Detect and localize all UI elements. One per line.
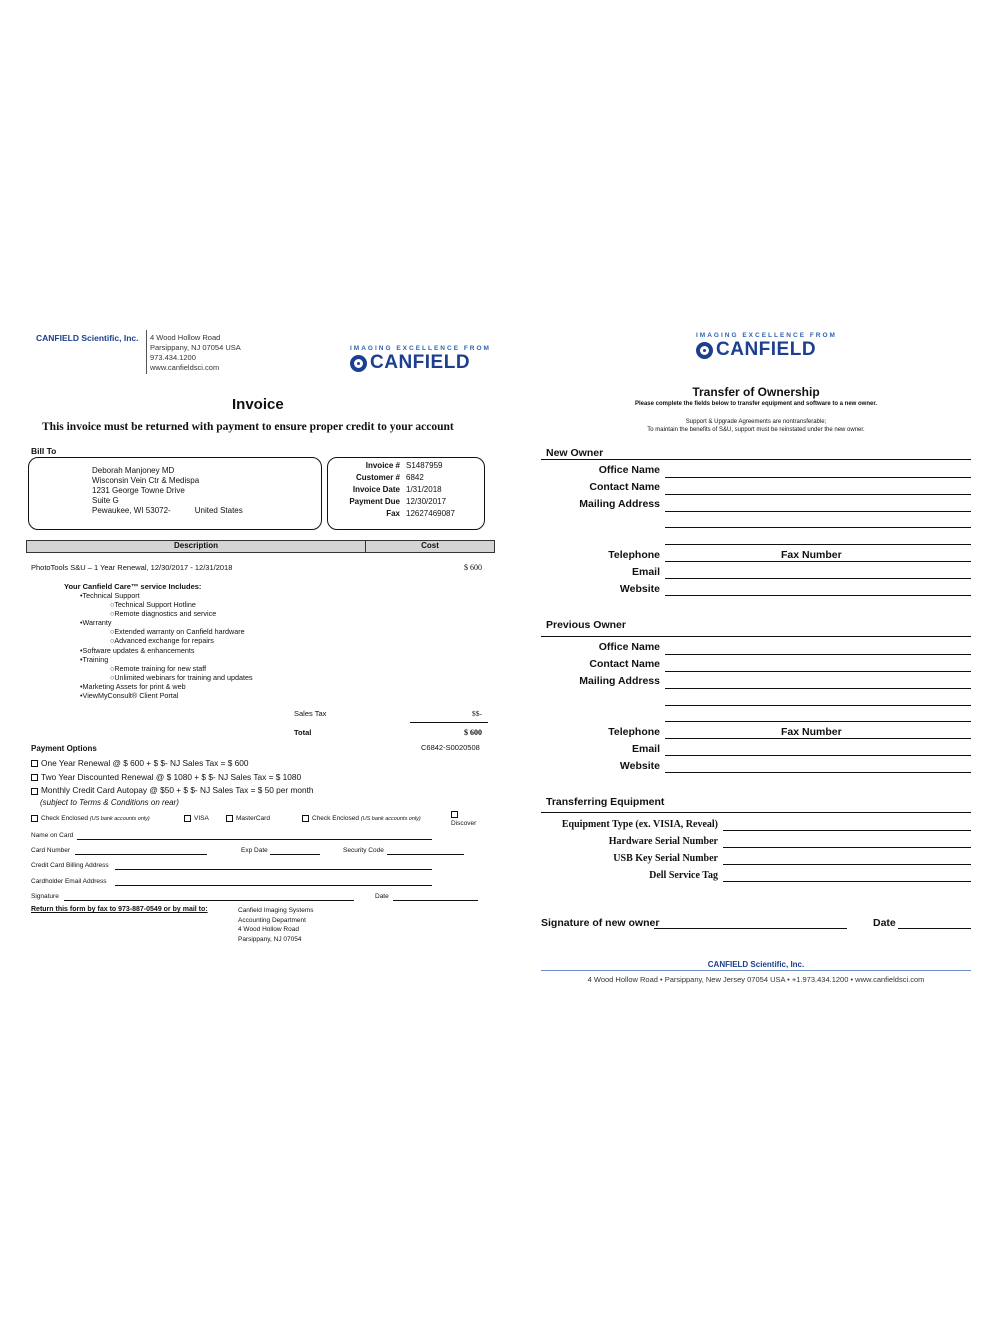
return-instructions: Return this form by fax to 973-887-0549 or by mail to: (31, 906, 208, 913)
method-check-2[interactable]: Check Enclosed (US bank accounts only) (302, 815, 421, 822)
prev-contact-name-field[interactable] (665, 671, 971, 672)
customer-country: United States (194, 506, 243, 515)
terms-note: (subject to Terms & Conditions on rear) (40, 798, 179, 807)
prev-website-label: Website (619, 760, 660, 772)
company-name: CANFIELD Scientific, Inc. (36, 333, 139, 343)
service-item: •ViewMyConsult® Client Portal (80, 691, 179, 701)
company-phone: 973.434.1200 (150, 353, 196, 362)
invoice-title: Invoice (232, 396, 284, 413)
line-item-cost: $ 600 (464, 563, 482, 572)
hardware-serial-label: Hardware Serial Number (608, 836, 718, 847)
prev-telephone-field[interactable] (665, 738, 971, 739)
new-owner-signature-label: Signature of new owner (541, 917, 660, 929)
service-subitem: ○Technical Support Hotline (110, 600, 196, 610)
transfer-date-field[interactable] (898, 928, 971, 929)
prev-office-name-label: Office Name (598, 641, 660, 653)
prev-website-field[interactable] (665, 772, 971, 773)
new-website-label: Website (619, 583, 660, 595)
meta-fax: Fax 12627469087 (386, 509, 455, 518)
customer-street: 1231 George Towne Drive (92, 486, 185, 495)
service-subitem: ○Extended warranty on Canfield hardware (110, 627, 245, 637)
sales-tax-value: $$- (472, 709, 482, 718)
name-on-card-label: Name on Card (31, 832, 74, 839)
checkbox-icon[interactable] (31, 815, 38, 822)
logo-tagline: IMAGING EXCELLENCE FROM (350, 345, 491, 352)
address-line2: Parsippany, NJ 07054 USA (150, 343, 241, 352)
checkbox-icon[interactable] (31, 774, 38, 781)
logo-tagline: IMAGING EXCELLENCE FROM (696, 332, 837, 339)
previous-owner-heading: Previous Owner (546, 619, 626, 631)
card-number-label: Card Number (31, 847, 71, 854)
date-field[interactable] (393, 900, 478, 901)
customer-org: Wisconsin Vein Ctr & Medispa (92, 476, 200, 485)
new-owner-heading: New Owner (546, 447, 604, 459)
invoice-reference: C6842-S0020508 (421, 743, 480, 752)
method-visa[interactable]: VISA (184, 815, 209, 822)
service-item: •Training (80, 654, 109, 664)
services-list (80, 591, 253, 700)
previous-owner-rule (541, 636, 971, 637)
transfer-note-1: Support & Upgrade Agreements are nontransferable; (685, 419, 827, 425)
new-contact-name-field[interactable] (665, 494, 971, 495)
return-address: Canfield Imaging Systems Accounting Department 4 Wood Hollow Road Parsippany, NJ 07054 (238, 907, 314, 943)
col-description: Description (27, 541, 366, 552)
prev-email-label: Email (631, 743, 660, 755)
company-address (150, 333, 241, 373)
new-mailing-address-field-3[interactable] (665, 544, 971, 545)
transfer-date-label: Date (873, 917, 896, 929)
logo-wordmark: CANFIELD (370, 352, 471, 373)
equipment-type-field[interactable] (723, 830, 971, 831)
prev-email-field[interactable] (665, 755, 971, 756)
billing-address-label: Credit Card Billing Address (31, 862, 109, 869)
date-label: Date (375, 893, 389, 900)
new-mailing-address-label: Mailing Address (579, 498, 660, 510)
payment-heading: Payment Options (31, 744, 97, 753)
service-subitem: ○Unlimited webinars for training and updates (110, 672, 253, 682)
checkbox-icon[interactable] (451, 811, 458, 818)
service-item: •Warranty (80, 618, 112, 628)
new-website-field[interactable] (665, 595, 971, 596)
checkbox-icon[interactable] (184, 815, 191, 822)
service-subitem: ○Advanced exchange for repairs (110, 636, 214, 646)
hardware-serial-field[interactable] (723, 847, 971, 848)
signature-label: Signature (31, 893, 59, 900)
customer-city: Pewaukee, WI 53072- (92, 506, 171, 515)
transfer-instructions: Please complete the fields below to transfer equipment and software to a new owner. (634, 401, 878, 407)
new-owner-rule (541, 459, 971, 460)
new-mailing-address-field-2[interactable] (665, 527, 971, 528)
security-code-field[interactable] (387, 854, 464, 855)
cardholder-email-field[interactable] (115, 885, 432, 886)
name-on-card-field[interactable] (77, 839, 432, 840)
card-number-field[interactable] (75, 854, 207, 855)
transfer-note-2: To maintain the benefits of S&U, support must be reinstated under the new owner. (647, 427, 865, 433)
new-owner-signature-field[interactable] (654, 928, 847, 929)
prev-mailing-address-field-1[interactable] (665, 688, 971, 689)
cardholder-email-label: Cardholder Email Address (31, 878, 107, 885)
equipment-rule (541, 812, 971, 813)
usb-serial-label: USB Key Serial Number (613, 853, 718, 864)
checkbox-icon[interactable] (302, 815, 309, 822)
new-email-field[interactable] (665, 578, 971, 579)
prev-mailing-address-label: Mailing Address (579, 675, 660, 687)
exp-date-label: Exp Date (241, 847, 268, 854)
billing-address-field[interactable] (115, 869, 432, 870)
usb-serial-field[interactable] (723, 864, 971, 865)
new-office-name-label: Office Name (598, 464, 660, 476)
new-email-label: Email (631, 566, 660, 578)
security-code-label: Security Code (343, 847, 384, 854)
new-contact-name-label: Contact Name (589, 481, 660, 493)
sales-tax-label: Sales Tax (294, 709, 327, 718)
line-items-header (26, 540, 495, 553)
new-telephone-field[interactable] (665, 561, 971, 562)
method-discover[interactable]: Discover (451, 810, 476, 828)
new-fax-label: Fax Number (781, 549, 842, 561)
service-item: •Marketing Assets for print & web (80, 681, 186, 691)
exp-date-field[interactable] (270, 854, 320, 855)
equipment-type-label: Equipment Type (ex. VISIA, Reveal) (561, 819, 718, 830)
payment-option-monthly[interactable]: Monthly Credit Card Autopay @ $50 + $ $- NJ Sales Tax = $ 50 per month (31, 784, 314, 798)
total-rule (410, 722, 488, 723)
meta-payment-due: Payment Due 12/30/2017 (349, 497, 447, 506)
prev-office-name-field[interactable] (665, 654, 971, 655)
checkbox-icon[interactable] (31, 788, 38, 795)
dell-tag-label: Dell Service Tag (649, 870, 718, 881)
prev-mailing-address-field-3[interactable] (665, 721, 971, 722)
customer-suite: Suite G (92, 496, 119, 505)
footer-rule (541, 970, 971, 971)
logo-wordmark: CANFIELD (716, 339, 817, 360)
transfer-title: Transfer of Ownership (692, 385, 820, 399)
payment-option-2yr[interactable]: Two Year Discounted Renewal @ $ 1080 + $ $- NJ Sales Tax = $ 1080 (31, 771, 314, 785)
invoice-meta (336, 460, 455, 520)
method-mastercard[interactable]: MasterCard (226, 815, 270, 822)
equipment-heading: Transferring Equipment (546, 796, 665, 808)
prev-telephone-label: Telephone (608, 726, 660, 738)
header-divider (146, 330, 147, 374)
service-item: •Technical Support (80, 591, 140, 600)
service-subitem: ○Remote training for new staff (110, 663, 207, 673)
checkbox-icon[interactable] (31, 760, 38, 767)
new-telephone-label: Telephone (608, 549, 660, 561)
address-line1: 4 Wood Hollow Road (150, 333, 221, 342)
prev-mailing-address-field-2[interactable] (665, 705, 971, 706)
prev-contact-name-label: Contact Name (589, 658, 660, 670)
canfield-logo-icon (350, 355, 367, 372)
payment-options (31, 757, 314, 798)
prev-fax-label: Fax Number (781, 726, 842, 738)
payment-option-1yr[interactable]: One Year Renewal @ $ 600 + $ $- NJ Sales Tax = $ 600 (31, 757, 314, 771)
service-subitem: ○Remote diagnostics and service (110, 609, 217, 619)
canfield-logo-icon (696, 342, 713, 359)
new-office-name-field[interactable] (665, 477, 971, 478)
invoice-notice: This invoice must be returned with payment to ensure proper credit to your account (42, 421, 454, 433)
footer-address: 4 Wood Hollow Road • Parsippany, New Jersey 07054 USA • +1.973.434.1200 • www.canfieldsci.com (587, 975, 925, 984)
total-label: Total (294, 728, 312, 737)
services-heading: Your Canfield Care™ service Includes: (64, 582, 202, 591)
bill-to-label: Bill To (31, 446, 57, 456)
bill-to-address (92, 466, 243, 516)
canfield-logo-left (350, 345, 491, 374)
dell-tag-field[interactable] (723, 881, 971, 882)
meta-invoice-number: Invoice # S1487959 (365, 461, 443, 470)
col-cost: Cost (421, 541, 439, 550)
new-mailing-address-field-1[interactable] (665, 511, 971, 512)
canfield-logo-right (696, 332, 837, 361)
method-check[interactable]: Check Enclosed (US bank accounts only) (31, 815, 150, 822)
customer-name: Deborah Manjoney MD (92, 466, 175, 475)
checkbox-icon[interactable] (226, 815, 233, 822)
meta-invoice-date: Invoice Date 1/31/2018 (352, 485, 442, 494)
signature-field[interactable] (64, 900, 354, 901)
meta-customer-number: Customer # 6842 (355, 473, 424, 482)
company-website: www.canfieldsci.com (150, 363, 220, 372)
line-item-description: PhotoTools S&U – 1 Year Renewal, 12/30/2017 - 12/31/2018 (31, 563, 233, 572)
service-item: •Software updates & enhancements (80, 645, 195, 655)
footer-company: CANFIELD Scientific, Inc. (707, 960, 805, 969)
total-value: $ 600 (464, 728, 482, 737)
